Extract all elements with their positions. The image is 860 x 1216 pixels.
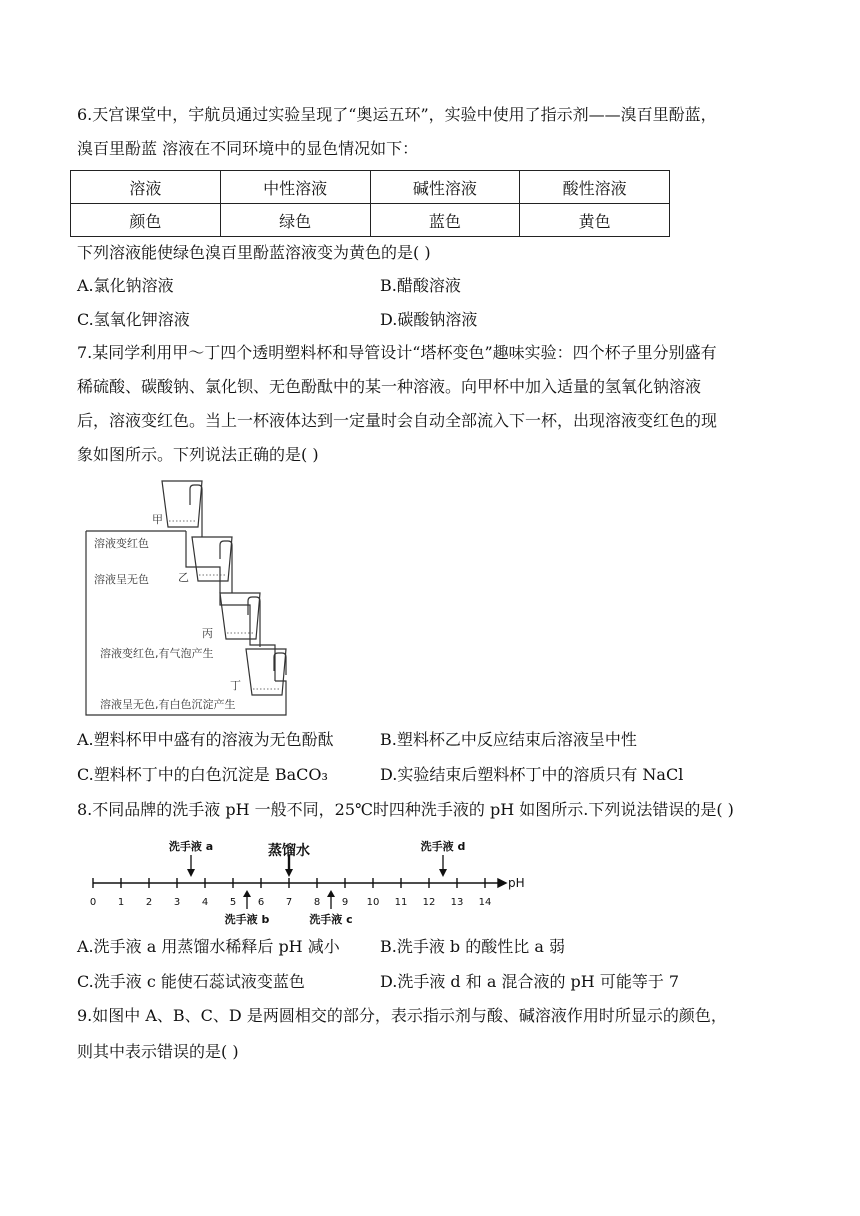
annotation-1: 溶液变红色	[94, 537, 149, 550]
q7-option-d[interactable]: D.实验结束后塑料杯丁中的溶质只有 NaCl	[380, 765, 684, 784]
q8-option-d[interactable]: D.洗手液 d 和 a 混合液的 pH 可能等于 7	[380, 972, 680, 991]
ph-marker	[308, 890, 352, 926]
ph-marker-label: 洗手液 a	[168, 840, 214, 853]
ph-marker	[168, 839, 213, 877]
q6-stem-line2: 溴百里酚蓝 溶液在不同环境中的显色情况如下：	[77, 139, 419, 158]
ph-marker	[420, 839, 466, 877]
q6-option-c[interactable]: C.氢氧化钾溶液	[77, 310, 190, 329]
cup-label-jia: 甲	[152, 513, 163, 526]
ph-scale-figure	[80, 835, 540, 930]
annotation-3: 溶液变红色,有气泡产生	[100, 647, 214, 660]
annotation-4: 溶液呈无色,有白色沉淀产生	[100, 698, 236, 711]
q9-stem-line1: 9.如图中 A、B、C、D 是两圆相交的部分，表示指示剂与酸、碱溶液作用时所显示的颜色，	[77, 1006, 727, 1025]
ph-tick-label: 8	[313, 897, 321, 908]
q8-option-a[interactable]: A.洗手液 a 用蒸馏水稀释后 pH 减小	[77, 937, 340, 956]
ph-tick-label: 7	[285, 897, 293, 908]
ph-tick-label: 3	[173, 897, 181, 908]
ph-axis-arrow	[498, 879, 506, 887]
ph-tick-label: 6	[257, 897, 265, 908]
ph-tick-label: 13	[450, 897, 464, 908]
table-cell: 黄色	[520, 204, 670, 237]
table-cell: 酸性溶液	[520, 171, 670, 204]
ph-tick-label: 4	[201, 897, 209, 908]
ph-tick-label: 5	[229, 897, 237, 908]
table-cell: 溶液	[71, 171, 221, 204]
ph-marker-label: 蒸馏水	[268, 843, 310, 859]
q7-option-a[interactable]: A.塑料杯甲中盛有的溶液为无色酚酞	[77, 730, 334, 749]
ph-marker-label: 洗手液 d	[420, 840, 466, 853]
q6-option-b[interactable]: B.醋酸溶液	[380, 276, 461, 295]
ph-marker	[224, 890, 270, 926]
ph-marker	[268, 842, 310, 877]
table-row	[71, 171, 670, 204]
tower-cups-figure	[80, 475, 300, 720]
q6-stem-line1: 6.天宫课堂中，宇航员通过实验呈现了“奥运五环”，实验中使用了指示剂——溴百里酚蓝，	[77, 105, 717, 124]
q8-stem-line1: 8.不同品牌的洗手液 pH 一般不同，25℃时四种洗手液的 pH 如图所示.下列说法错误的是( )	[77, 800, 734, 819]
q8-option-c[interactable]: C.洗手液 c 能使石蕊试液变蓝色	[77, 972, 305, 991]
annotation-2: 溶液呈无色	[94, 573, 149, 586]
ph-tick-label: 12	[422, 897, 436, 908]
ph-tick-label: 14	[478, 897, 492, 908]
q8-option-b[interactable]: B.洗手液 b 的酸性比 a 弱	[380, 937, 565, 956]
q7-stem-line3: 后，溶液变红色。当上一杯液体达到一定量时会自动全部流入下一杯，出现溶液变红色的现	[77, 411, 718, 430]
q6-option-a[interactable]: A.氯化钠溶液	[77, 276, 174, 295]
ph-marker-label: 洗手液 b	[224, 913, 270, 926]
cup-label-yi: 乙	[178, 571, 189, 584]
q9-stem-line2: 则其中表示错误的是( )	[77, 1042, 239, 1061]
ph-tick-label: 9	[341, 897, 349, 908]
table-cell: 蓝色	[370, 204, 520, 237]
table-cell: 中性溶液	[220, 171, 370, 204]
q6-question: 下列溶液能使绿色溴百里酚蓝溶液变为黄色的是( )	[77, 243, 431, 262]
q7-option-b[interactable]: B.塑料杯乙中反应结束后溶液呈中性	[380, 730, 637, 749]
table-cell: 碱性溶液	[370, 171, 520, 204]
q7-stem-line2: 稀硫酸、碳酸钠、氯化钡、无色酚酞中的某一种溶液。向甲杯中加入适量的氢氧化钠溶液	[77, 377, 702, 396]
q7-stem-line4: 象如图所示。下列说法正确的是( )	[77, 445, 319, 464]
q7-stem-line1: 7.某同学利用甲～丁四个透明塑料杯和导管设计“塔杯变色”趣味实验：四个杯子里分别盛有	[77, 343, 717, 362]
ph-tick-label: 11	[394, 897, 408, 908]
ph-axis-label: pH	[508, 876, 525, 890]
q6-option-d[interactable]: D.碳酸钠溶液	[380, 310, 478, 329]
ph-marker-label: 洗手液 c	[309, 913, 353, 926]
q7-option-c[interactable]: C.塑料杯丁中的白色沉淀是 BaCO₃	[77, 765, 328, 784]
cup-label-bing: 丙	[202, 627, 213, 640]
table-row	[71, 204, 670, 237]
cup-label-ding: 丁	[230, 679, 241, 692]
ph-tick-label: 0	[89, 897, 97, 908]
ph-tick-label: 2	[145, 897, 153, 908]
table-cell: 绿色	[220, 204, 370, 237]
ph-tick-label: 10	[366, 897, 380, 908]
table-cell: 颜色	[71, 204, 221, 237]
indicator-color-table	[70, 170, 670, 237]
ph-tick-label: 1	[117, 897, 125, 908]
